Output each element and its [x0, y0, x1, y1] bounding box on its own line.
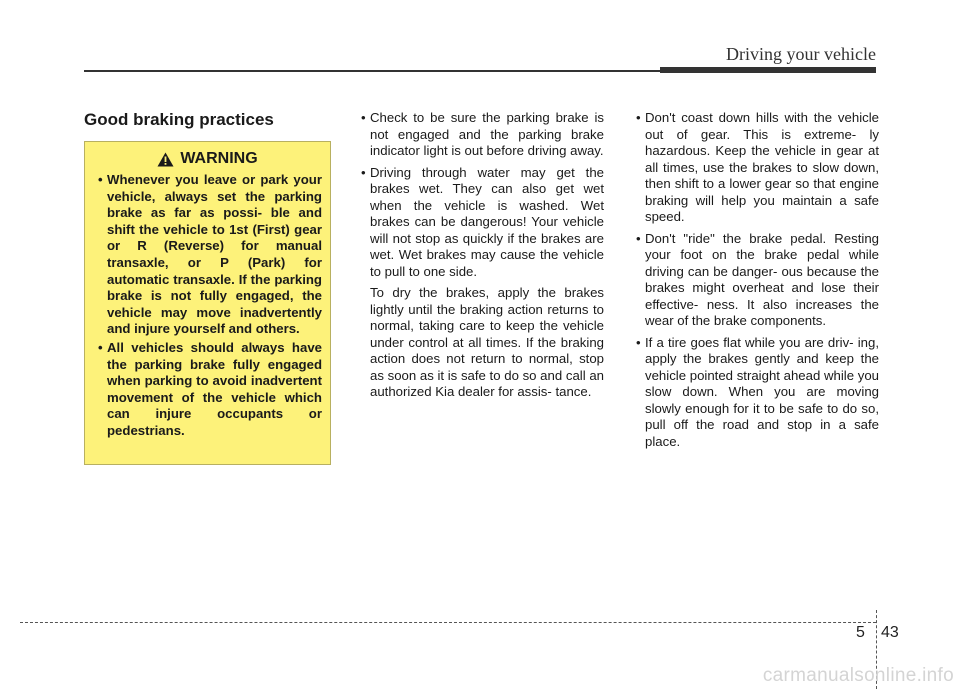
warning-title: WARNING [180, 150, 258, 167]
list-item: • Don't coast down hills with the vehicle out of gear. This is extreme- ly hazardous. Keep the vehicle in gear at all times, use the brakes to slow down, then shift to a lower gear so that engine braking will help you maintain a safe speed. [631, 110, 879, 226]
warning-item: • All vehicles should always have the parking brake fully engaged when parking to avoid inadvertent movement of the vehicle which can injure occupants or pedestrians. [93, 340, 322, 440]
warning-item: • Whenever you leave or park your vehicle, always set the parking brake as far as possi- ble and shift the vehicle to 1st (First) gear or R (Reverse) for manual transaxle, or P (Park) for automatic transaxle. If the parking brake is not fully engaged, the vehicle may move inadvertently and injure yourself and others. [93, 172, 322, 338]
footer-section-number: 5 [856, 624, 865, 641]
list-item: • Driving through water may get the brakes wet. They can also get wet when the vehicle is washed. Wet brakes can be dangerous! Your vehicle will not stop as quickly if the brakes are wet. Wet brakes may cause the vehicle to pull to one side. [356, 165, 604, 281]
list-item: • Don't "ride" the brake pedal. Resting your foot on the brake pedal while driving can be danger- ous because the brakes might overheat and lose their effective- ness. It also increases the wear of the brake components. [631, 231, 879, 330]
list-item: • Check to be sure the parking brake is not engaged and the parking brake indicator light is out before driving away. [356, 110, 604, 160]
list-item: • If a tire goes flat while you are driv- ing, apply the brakes gently and keep the vehicle pointed straight ahead while you slow down. When you are moving slowly enough for it to be safe to do so, pull off the road and stop in a safe place. [631, 335, 879, 451]
column-three [631, 110, 879, 455]
column-two-list [356, 110, 604, 280]
column-three-list [631, 110, 879, 450]
footer-rule [20, 622, 876, 623]
warning-box [84, 141, 331, 465]
section-title: Good braking practices [84, 110, 274, 129]
footer-page-number: 43 [881, 624, 899, 641]
page-header-title: Driving your vehicle [726, 44, 876, 64]
warning-triangle-icon [157, 152, 174, 167]
watermark: carmanualsonline.info [762, 665, 954, 686]
column-two [356, 110, 604, 401]
warning-heading [93, 150, 322, 168]
drying-brakes-paragraph: To dry the brakes, apply the brakes lightly until the braking action returns to normal, taking care to keep the vehicle under control at all times. If the braking action does not return to normal, stop as soon as it is safe to do so and call an authorized Kia dealer for assis- tance. [370, 285, 604, 399]
warning-list [93, 172, 322, 440]
header-rule-thin [84, 70, 660, 72]
header-rule-thick [660, 67, 876, 73]
